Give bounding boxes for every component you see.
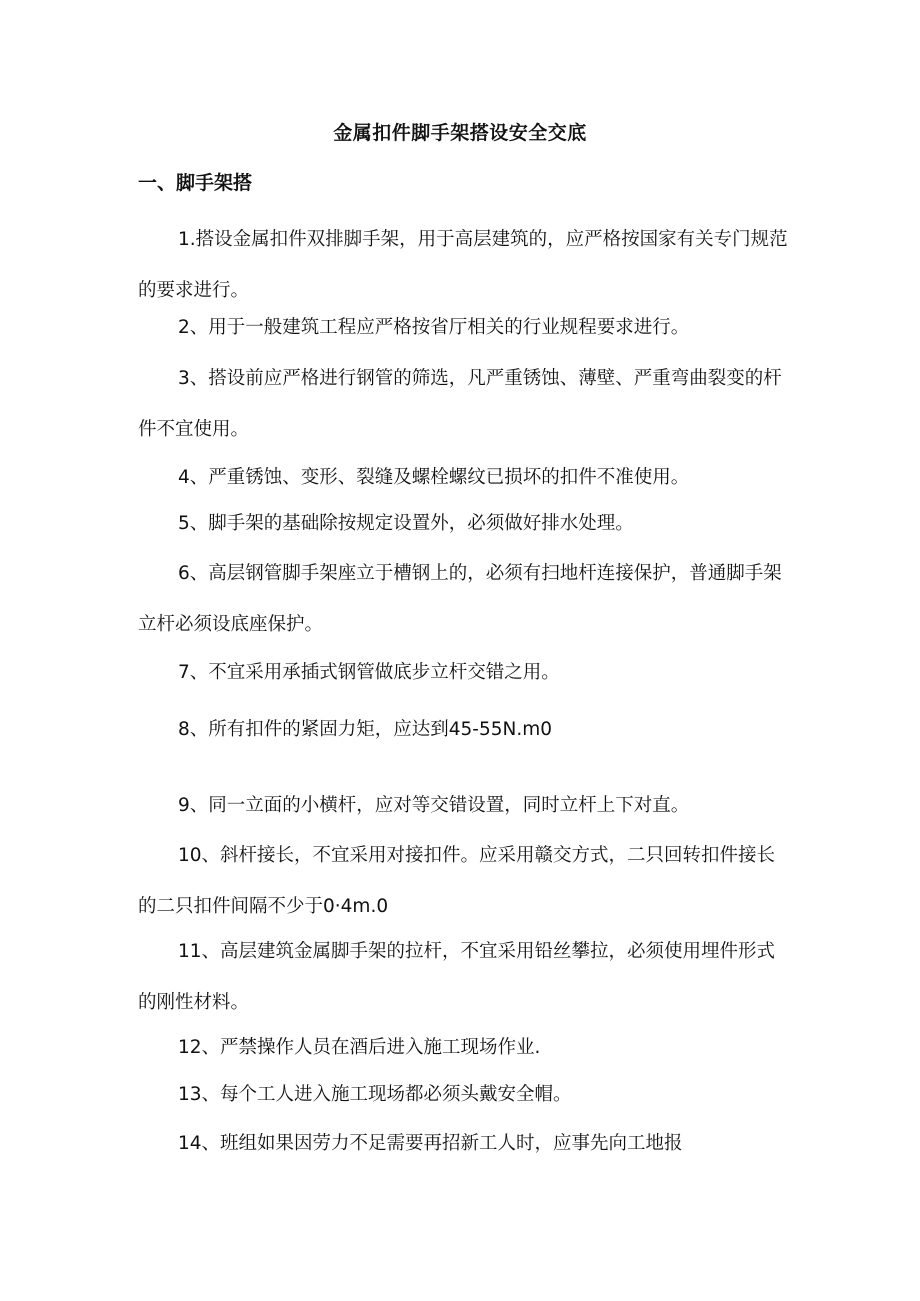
paragraph-7: 7、不宜采用承插式钢管做底步立杆交错之用。	[178, 662, 560, 683]
paragraph-10: 10、斜杆接长，不宜采用对接扣件。应采用赣交方式，二只回转扣件接长的二只扣件间隔不少于0·4m.0	[138, 845, 776, 917]
paragraph-8: 8、所有扣件的紧固力矩，应达到45-55N.m0	[178, 719, 553, 740]
paragraph-6: 6、高层钢管脚手架座立于槽钢上的，必须有扫地杆连接保护，普通脚手架立杆必须设底座保护。	[138, 563, 782, 635]
paragraph-12: 12、严禁操作人员在酒后进入施工现场作业.	[178, 1037, 541, 1058]
paragraph-4: 4、严重锈蚀、变形、裂缝及螺栓螺纹已损坏的扣件不准使用。	[178, 467, 690, 488]
section-heading: 一、脚手架搭	[138, 172, 253, 194]
paragraph-2: 2、用于一般建筑工程应严格按省厅相关的行业规程要求进行。	[178, 317, 690, 338]
paragraph-11: 11、高层建筑金属脚手架的拉杆，不宜采用铅丝攀拉，必须使用埋件形式的刚性材料。	[138, 941, 776, 1013]
paragraph-14: 14、班组如果因劳力不足需要再招新工人时，应事先向工地报	[178, 1133, 683, 1154]
paragraph-9: 9、同一立面的小横杆，应对等交错设置，同时立杆上下对直。	[178, 795, 690, 816]
document-title: 金属扣件脚手架搭设安全交底	[333, 122, 587, 144]
paragraph-5: 5、脚手架的基础除按规定设置外，必须做好排水处理。	[178, 513, 634, 534]
paragraph-13: 13、每个工人进入施工现场都必须头戴安全帽。	[178, 1084, 572, 1105]
paragraph-3: 3、搭设前应严格进行钢管的筛选，凡严重锈蚀、薄壁、严重弯曲裂变的杆件不宜使用。	[138, 368, 782, 440]
paragraph-1: 1.搭设金属扣件双排脚手架，用于高层建筑的，应严格按国家有关专门规范的要求进行。	[138, 229, 788, 301]
